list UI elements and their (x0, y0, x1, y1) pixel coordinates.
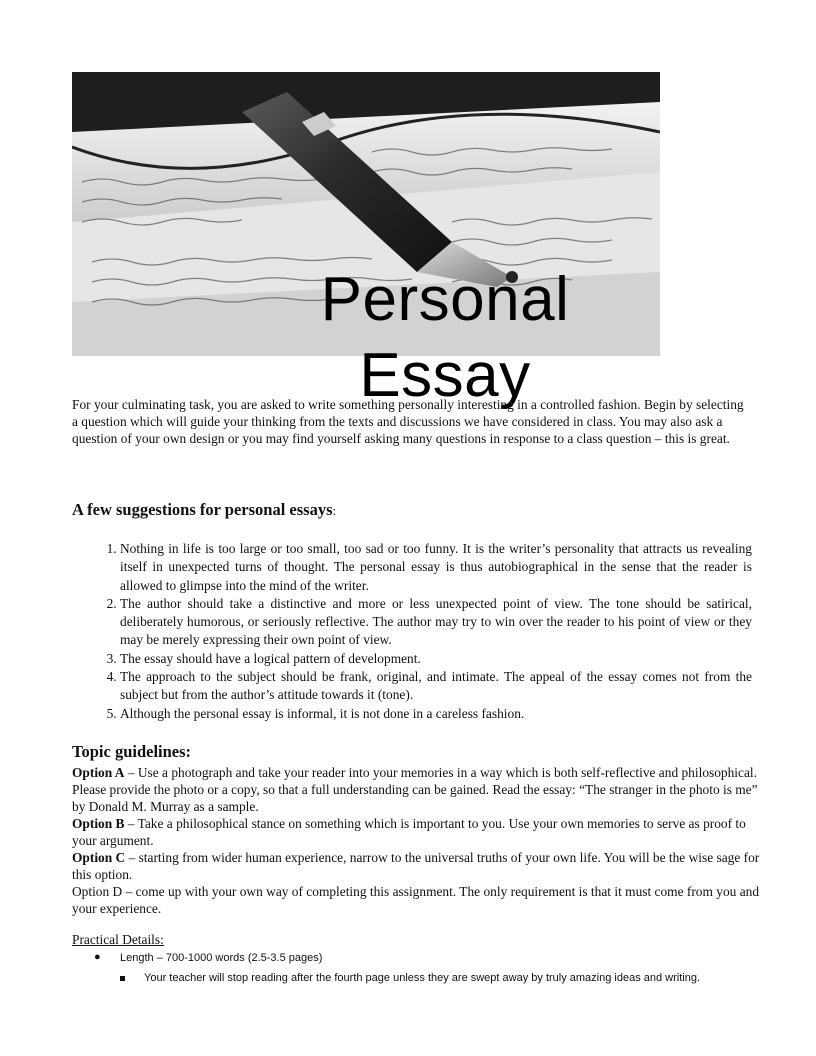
list-item: 4. The approach to the subject should be frank, original, and intimate. The appeal of the essay comes not from the subject but from the author’s attitude towards it (tone). (120, 668, 752, 705)
topic-guidelines-heading: Topic guidelines: (72, 742, 192, 761)
option-text: – starting from wider human experience, narrow to the universal truths of your own life. You will be the wise sage for this option. (72, 850, 760, 882)
bullet-dot-icon: ● (94, 951, 101, 963)
title-line-2: Essay (359, 341, 531, 410)
option-b (72, 815, 762, 849)
bullet-text: Length – 700-1000 words (2.5-3.5 pages) (120, 952, 323, 964)
option-d (72, 883, 762, 917)
option-label: Option B (72, 816, 125, 831)
bullet-text: Your teacher will stop reading after the fourth page unless they are swept away by truly amazing ideas and writing. (144, 972, 701, 984)
list-item: 5. Although the personal essay is informal, it is not done in a careless fashion. (120, 705, 752, 723)
practical-details-list (72, 951, 772, 989)
intro-paragraph: For your culminating task, you are asked to write something personally interesting in a controlled fashion. Begin by selecting a question which will guide your thinking from the texts and discussions we have considered in class. You may also ask a question of your own design or you may find yourself asking many questions in response to a class question – this is great. (72, 397, 744, 446)
option-c (72, 849, 762, 883)
option-text: – Use a photograph and take your reader into your memories in a way which is both self-reflective and philosophical. Please provide the photo or a copy, so that a full understanding can be gained. Read the essay: “The stranger in the photo is me” by Donald M. Murray as a sample. (72, 765, 758, 814)
option-a (72, 764, 762, 815)
list-item: 3. The essay should have a logical pattern of development. (120, 650, 752, 668)
suggestions-heading-colon: : (332, 503, 337, 518)
list-item: 1. Nothing in life is too large or too small, too sad or too funny. It is the writer’s personality that attracts us revealing itself in unexpected turns of thought. The personal essay is thus autobiographical in the sense that the reader is allowed to glimpse into the mind of the writer. (120, 540, 752, 595)
option-text: – Take a philosophical stance on something which is important to you. Use your own memories to serve as proof to your argument. (72, 816, 746, 848)
bullet-square-icon (120, 976, 125, 981)
option-label: Option A (72, 765, 125, 780)
title-line-1: Personal (320, 265, 570, 334)
option-text: Option D – come up with your own way of completing this assignment. The only requirement is that it must come from you and your experience. (72, 884, 760, 916)
page-title (300, 262, 590, 414)
option-label: Option C (72, 850, 126, 865)
suggestions-list (72, 540, 752, 723)
practical-details-heading: Practical Details: (72, 932, 164, 947)
suggestions-heading (72, 500, 336, 520)
list-item (72, 951, 772, 969)
list-item (72, 971, 772, 989)
list-item: 2. The author should take a distinctive and more or less unexpected point of view. The tone should be satirical, deliberately humorous, or seriously reflective. The author may try to win over the reader to his point of view or they may be merely expressing their own point of view. (120, 595, 752, 650)
topic-options (72, 764, 762, 917)
suggestions-heading-text: A few suggestions for personal essays (72, 500, 333, 519)
